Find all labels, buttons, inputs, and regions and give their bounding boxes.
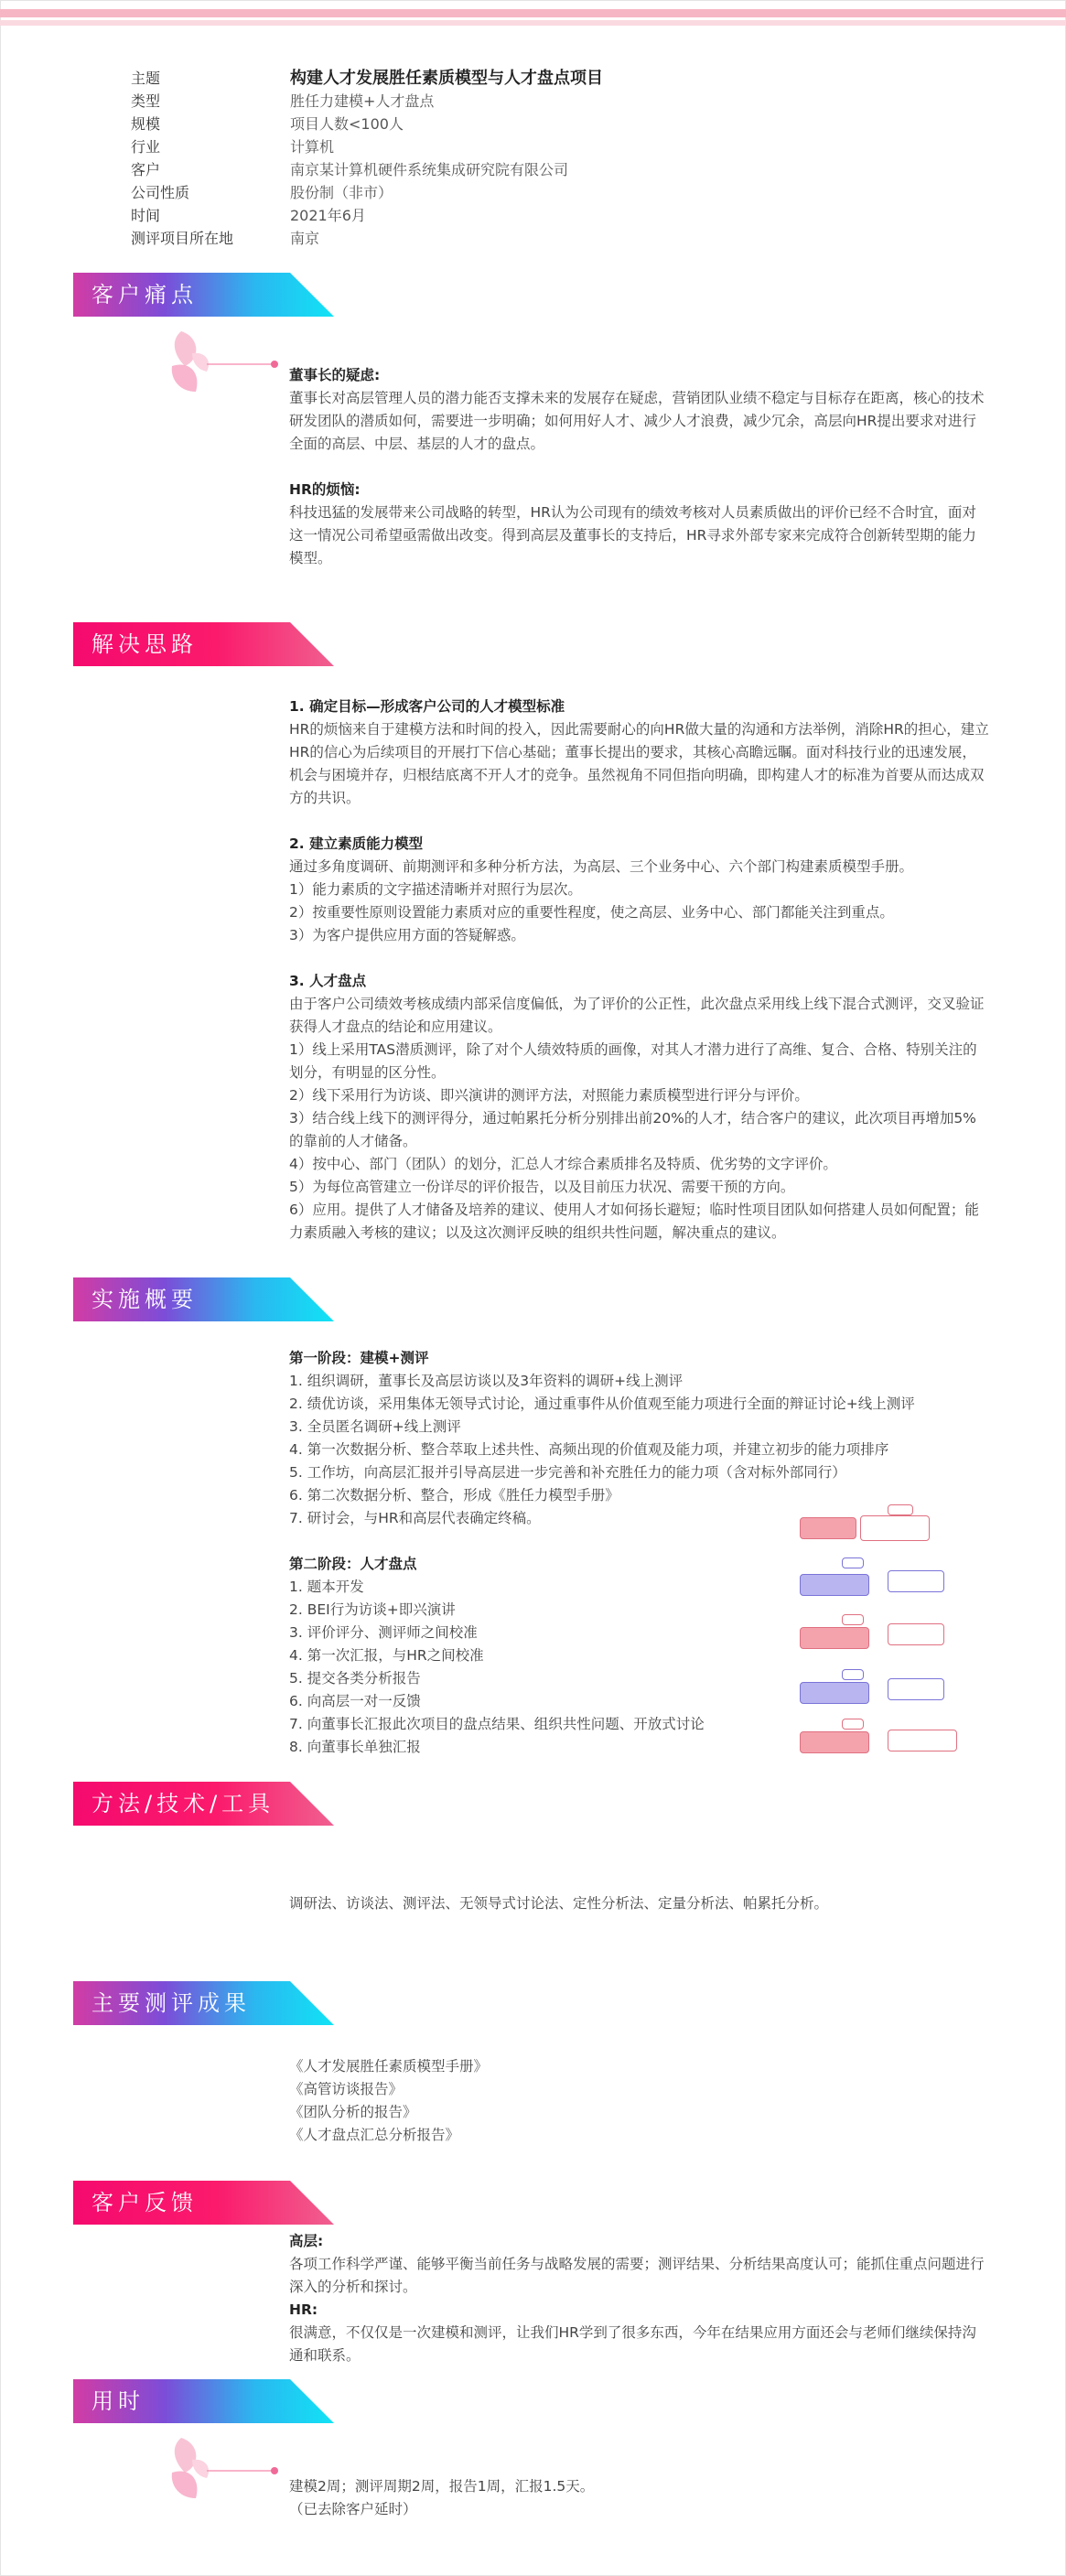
info-value: 南京某计算机硬件系统集成研究院有限公司	[290, 161, 569, 178]
section-title: 主要测评成果	[92, 1990, 251, 2016]
methods-text: 调研法、访谈法、测评法、无领导式讨论法、定性分析法、定量分析法、帕累托分析。	[289, 1895, 829, 1912]
feedback-heading-exec: 高层:	[289, 2233, 324, 2249]
approach-list-item: 2）线下采用行为访谈、即兴演讲的测评方法，对照能力素质模型进行评分与评价。	[289, 1087, 809, 1104]
info-key: 测评项目所在地	[131, 230, 234, 247]
approach-paragraph-1: HR的烦恼来自于建模方法和时间的投入，因此需要耐心的向HR做大量的沟通和方法举例，消除HR的担心，建立HR的信心为后续项目的开展打下信心基础；董事长提出的要求，其核心高瞻远瞩。面对科技行业的迅速发展，机会与困境并存，归根结底离不开人才的竞争。虽然视角不同但指向明确，即构建人才的标准为首要从而达成双方的共识。	[289, 721, 989, 806]
info-row	[131, 181, 603, 204]
info-value: 2021年6月	[290, 207, 366, 224]
results-list	[289, 2055, 990, 2147]
pain-content	[289, 364, 990, 570]
phase-2-item: 2. BEI行为访谈+即兴演讲	[289, 1601, 456, 1618]
approach-list-item: 6）应用。提供了人才储备及培养的建议、使用人才如何扬长避短；临时性项目团队如何搭建人员如何配置；能力素质融入考核的建议；以及这次测评反映的组织共性问题，解决重点的建议。	[289, 1202, 979, 1241]
section-header-approach	[73, 622, 334, 666]
approach-list-item: 5）为每位高管建立一份详尽的评价报告，以及目前压力状况、需要干预的方向。	[289, 1179, 795, 1195]
info-key: 主题	[131, 70, 161, 87]
pain-heading-hr: HR的烦恼:	[289, 481, 361, 498]
feedback-heading-hr: HR:	[289, 2301, 318, 2318]
section-header-duration	[73, 2379, 334, 2423]
section-title: 方法/技术/工具	[92, 1791, 275, 1816]
top-banner	[0, 0, 1066, 26]
flower-decoration-icon	[165, 328, 284, 401]
feedback-paragraph-hr: 很满意，不仅仅是一次建模和测评，让我们HR学到了很多东西，今年在结果应用方面还会与老师们继续保持沟通和联系。	[289, 2324, 976, 2364]
duration-note: （已去除客户延时）	[289, 2501, 417, 2517]
phase-2-item: 7. 向董事长汇报此次项目的盘点结果、组织共性问题、开放式讨论	[289, 1716, 705, 1732]
phase-2-item: 8. 向董事长单独汇报	[289, 1739, 421, 1755]
feedback-content	[289, 2230, 990, 2367]
duration-text: 建模2周；测评周期2周，报告1周，汇报1.5天。	[289, 2478, 595, 2495]
info-key: 公司性质	[131, 184, 190, 201]
info-row	[131, 113, 603, 135]
section-header-pain	[73, 273, 334, 317]
info-value: 构建人才发展胜任素质模型与人才盘点项目	[290, 69, 603, 88]
approach-list-2	[289, 856, 990, 947]
approach-list-item: 4）按中心、部门（团队）的划分，汇总人才综合素质排名及特质、优劣势的文字评价。	[289, 1156, 837, 1172]
approach-list-item: 3）结合线上线下的测评得分，通过帕累托分析分别排出前20%的人才，结合客户的建议，此次项目再增加5%的靠前的人才储备。	[289, 1110, 976, 1149]
process-flowchart-image	[796, 1501, 965, 1755]
approach-list-item: 2）按重要性原则设置能力素质对应的重要性程度，使之高层、业务中心、部门都能关注到重点。	[289, 904, 894, 921]
phase-1-item: 6. 第二次数据分析、整合，形成《胜任力模型手册》	[289, 1487, 619, 1504]
info-row	[131, 158, 603, 181]
feedback-paragraph-exec: 各项工作科学严谨、能够平衡当前任务与战略发展的需要；测评结果、分析结果高度认可；能抓住重点问题进行深入的分析和探讨。	[289, 2256, 985, 2295]
approach-heading-1: 1. 确定目标—形成客户公司的人才模型标准	[289, 698, 565, 715]
approach-list-item: 3）为客户提供应用方面的答疑解惑。	[289, 927, 525, 943]
approach-heading-3: 3. 人才盘点	[289, 973, 367, 989]
result-item: 《人才发展胜任素质模型手册》	[289, 2058, 489, 2075]
info-value: 胜任力建模+人才盘点	[290, 92, 435, 110]
phase-1-heading: 第一阶段：建模+测评	[289, 1350, 429, 1366]
section-header-methods	[73, 1782, 334, 1826]
info-value: 股份制（非市）	[290, 184, 393, 201]
result-item: 《人才盘点汇总分析报告》	[289, 2127, 460, 2143]
phase-2-item: 6. 向高层一对一反馈	[289, 1693, 421, 1709]
results-content	[289, 2055, 990, 2147]
info-key: 类型	[131, 92, 161, 110]
section-title: 用时	[92, 2388, 145, 2414]
info-value: 项目人数<100人	[290, 115, 404, 133]
phase-2-item: 3. 评价评分、测评师之间校准	[289, 1624, 478, 1641]
section-header-implementation	[73, 1277, 334, 1321]
pain-paragraph-chairman: 董事长对高层管理人员的潜力能否支撑未来的发展存在疑虑，营销团队业绩不稳定与目标存在距离，核心的技术研发团队的潜质如何，需要进一步明确；如何用好人才、减少人才浪费，减少冗余，高层向HR提出要求对进行全面的高层、中层、基层的人才的盘点。	[289, 390, 985, 452]
info-value: 南京	[290, 230, 320, 247]
info-key: 规模	[131, 115, 161, 133]
phase-2-item: 5. 提交各类分析报告	[289, 1670, 421, 1687]
info-row	[131, 204, 603, 227]
phase-1-item: 5. 工作坊，向高层汇报并引导高层进一步完善和补充胜任力的能力项（含对标外部同行）	[289, 1464, 846, 1481]
section-header-feedback	[73, 2181, 334, 2225]
approach-list-item: 1）能力素质的文字描述清晰并对照行为层次。	[289, 881, 582, 898]
phase-1-item: 3. 全员匿名调研+线上测评	[289, 1418, 461, 1435]
section-title: 客户痛点	[92, 282, 198, 307]
pain-paragraph-hr: 科技迅猛的发展带来公司战略的转型，HR认为公司现有的绩效考核对人员素质做出的评价已经不合时宜，面对这一情况公司希望亟需做出改变。得到高层及董事长的支持后，HR寻求外部专家来完成符合创新转型期的能力模型。	[289, 504, 976, 566]
result-item: 《团队分析的报告》	[289, 2104, 417, 2120]
info-key: 时间	[131, 207, 161, 224]
info-row	[131, 67, 603, 90]
approach-list-3	[289, 993, 990, 1245]
section-title: 客户反馈	[92, 2190, 198, 2215]
methods-content	[289, 1892, 990, 1915]
phase-2-heading: 第二阶段：人才盘点	[289, 1556, 417, 1572]
approach-heading-2: 2. 建立素质能力模型	[289, 835, 424, 852]
phase-1-item: 2. 绩优访谈，采用集体无领导式讨论，通过重事件从价值观至能力项进行全面的辩证讨论+线上测评	[289, 1396, 915, 1412]
phase-1-item: 1. 组织调研，董事长及高层访谈以及3年资料的调研+线上测评	[289, 1373, 684, 1389]
phase-1-item: 7. 研讨会，与HR和高层代表确定终稿。	[289, 1510, 541, 1526]
info-row	[131, 135, 603, 158]
approach-list-item: 由于客户公司绩效考核成绩内部采信度偏低，为了评价的公正性，此次盘点采用线上线下混合式测评，交叉验证获得人才盘点的结论和应用建议。	[289, 996, 985, 1035]
result-item: 《高管访谈报告》	[289, 2081, 404, 2097]
project-info	[131, 67, 603, 250]
phase-2-item: 1. 题本开发	[289, 1579, 364, 1595]
approach-list-item: 1）线上采用TAS潜质测评，除了对个人绩效特质的画像，对其人才潜力进行了高维、复合、合格、特别关注的划分，有明显的区分性。	[289, 1041, 977, 1081]
pain-heading-chairman: 董事长的疑虑:	[289, 367, 381, 383]
info-key: 客户	[131, 161, 161, 178]
section-title: 实施概要	[92, 1287, 198, 1312]
info-row	[131, 227, 603, 250]
phase-1-item: 4. 第一次数据分析、整合萃取上述共性、高频出现的价值观及能力项，并建立初步的能力项排序	[289, 1441, 889, 1458]
flower-decoration-icon	[165, 2434, 284, 2507]
info-key: 行业	[131, 138, 161, 156]
info-value: 计算机	[290, 138, 335, 156]
info-row	[131, 90, 603, 113]
section-header-results	[73, 1981, 334, 2025]
duration-content	[289, 2475, 990, 2521]
phase-2-item: 4. 第一次汇报，与HR之间校准	[289, 1647, 484, 1664]
approach-list-item: 通过多角度调研、前期测评和多种分析方法，为高层、三个业务中心、六个部门构建素质模型手册。	[289, 858, 914, 875]
approach-content	[289, 695, 990, 1245]
section-title: 解决思路	[92, 631, 198, 657]
